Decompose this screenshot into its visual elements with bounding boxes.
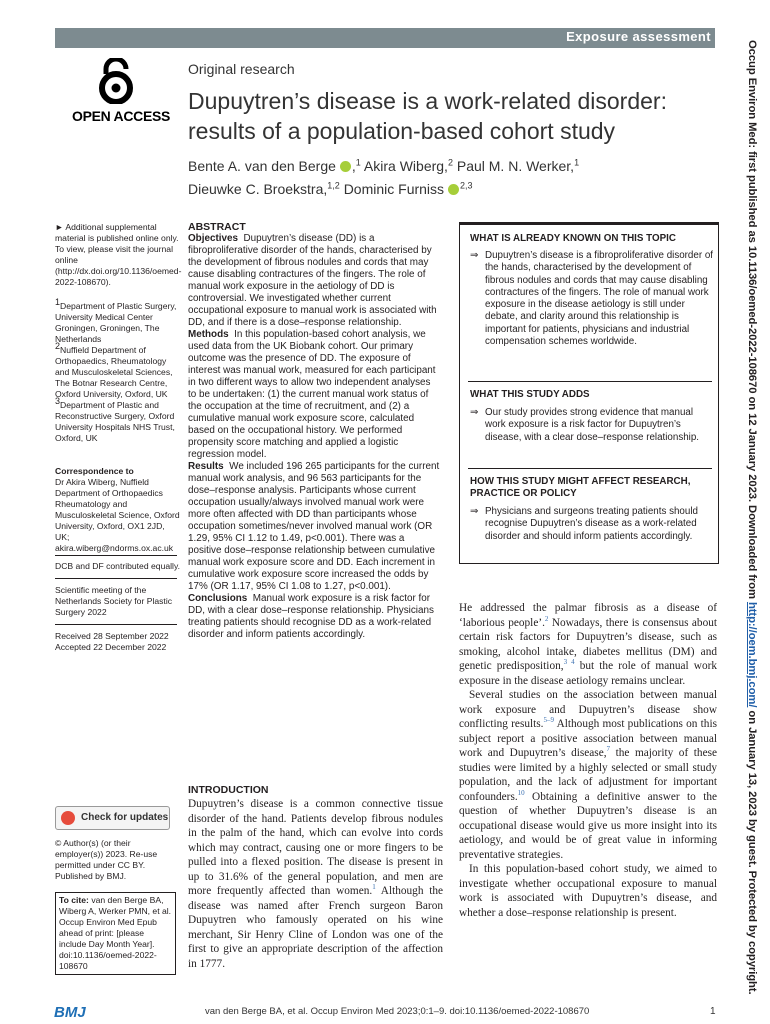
- correspondence-text: Dr Akira Wiberg, Nuffield Department of Orthopaedics Rheumatology and Musculoskeletal Science, Oxford University, Oxford, OX1 2JD, UK; akira.wiberg@ndorms.ox.ac.uk: [55, 477, 180, 553]
- footer-citation: van den Berge BA, et al. Occup Environ Med 2023;0:1–9. doi:10.1136/oemed-2022-108670: [205, 1006, 590, 1017]
- dates: [55, 631, 180, 653]
- abstract-results: Results We included 196 265 participants for the current manual work analysis, and 96 563 participants for the dose–response analysis. Participants whose current occupation usually/always involved manual work were more often affected with DD than participants whose occupation sometimes/never involved manual work (OR 1.29, 95% CI 1.12 to 1.49, p<0.001). There was a positive dose–response relationship between cumulative manual work exposure score and DD. Each increment in cumulative work exposure score increased the odds by 17% (OR 1.17, 95% CI 1.08 to 1.27, p<0.001).: [188, 461, 440, 592]
- abstract-conclusions: Conclusions Manual work exposure is a risk factor for DD, with a clear dose–response relationship. Physicians treating patients should recognise DD as a work-related disorder and inform patients accordingly.: [188, 593, 434, 640]
- affiliation-2: $^2$Nuffield Department of Orthopaedics, Rheumatology and Musculoskeletal Sciences, The Botnar Research Centre, Oxford University, Oxford, UK: [55, 341, 173, 399]
- box-heading-adds: WHAT THIS STUDY ADDS: [470, 389, 590, 400]
- abstract-objectives: Objectives Dupuytren’s disease (DD) is a fibroproliferative disorder of the hands, characterised by the development of fibrous nodules and cords that may cause disabling contractures of the fingers. The role of manual work exposure in the aetiology of DD is controversial. We investigated whether current occupational exposure to manual work is associated with DD, and if there is a dose–response relationship.: [188, 233, 437, 328]
- author-name[interactable]: Bente A. van den Berge: [188, 158, 336, 174]
- box-divider: [468, 381, 712, 382]
- paragraph: Several studies on the association between manual work exposure and Dupuytren’s disease show conflicting results.$^{5-9}$ Although most publications on this subject report a positive association between manual work and Dupuytren’s disease,$^7$ the majority of these studies were limited by a highly selected or small study population, and the lack of adjustment for important confounders.$^{10}$ Obtaining a definitive answer to the question of whether Dupuytren’s disease is an occupational disease would give us more insight into its aetiology, and would be of great value in informing preventative strategies.: [459, 689, 718, 861]
- affiliation-ref: 1: [574, 157, 580, 168]
- bmj-logo: BMJ: [54, 1004, 86, 1021]
- box-heading-known: WHAT IS ALREADY KNOWN ON THIS TOPIC: [470, 233, 676, 244]
- affiliation-ref: 1,2: [327, 180, 340, 191]
- check-updates-label: Check for updates: [81, 812, 169, 823]
- affiliation-1: $^1$Department of Plastic Surgery, University Medical Center Groningen, Groningen, The Netherlands: [55, 297, 177, 344]
- key-messages-box: [459, 222, 719, 564]
- author-name[interactable]: Dieuwke C. Broekstra,: [188, 181, 328, 197]
- citation-link[interactable]: 7: [606, 745, 611, 754]
- abstract-methods: Methods In this population-based cohort analysis, we used data from the UK Biobank cohort. Our primary outcome was the presence of DD. The exposure of interest was manual work, measured for each participant in two different ways to allow two independent analyses to be undertaken: (1) the current manual work status of the occupation at the time of recruitment, and (2) a cumulative manual work exposure score, calculated based on the occupational history. We performed propensity score matching and applied a logistic regression model.: [188, 329, 436, 460]
- author-list: Bente A. van den Berge ,$^1$ Akira Wiberg,$^2$ Paul M. N. Werker,$^1$ Dieuwke C. Broekstra,$^{1,2}$ Dominic Furniss $^{2,3}$: [188, 157, 580, 197]
- article-title: [188, 86, 708, 146]
- body-column-2: [459, 601, 717, 920]
- citation-link[interactable]: 10: [517, 788, 525, 797]
- journal-link[interactable]: http://oem.bmj.com/: [746, 601, 758, 708]
- box-text-adds: ⇒ Our study provides strong evidence that manual work exposure is a risk factor for Dupuytren’s disease, with a clear dose–response relationship.: [470, 407, 700, 443]
- box-heading-affect: HOW THIS STUDY MIGHT AFFECT RESEARCH, PRACTICE OR POLICY: [470, 476, 691, 499]
- open-access-icon: [96, 58, 136, 104]
- meeting-note: Scientific meeting of the Netherlands Society for Plastic Surgery 2022: [55, 585, 173, 617]
- received-date: Received 28 September 2022: [55, 631, 169, 641]
- check-for-updates-button[interactable]: [55, 806, 170, 830]
- to-cite-label: To cite:: [59, 895, 89, 905]
- correspondence: [55, 466, 180, 554]
- paragraph: In this population-based cohort study, we aimed to investigate whether occupational exposure to manual work is associated with Dupuytren’s disease, and whether a dose–response relationship is present.: [459, 863, 717, 919]
- open-access-label: OPEN ACCESS: [72, 108, 171, 124]
- copyright: © Author(s) (or their employer(s)) 2023. Re-use permitted under CC BY. Published by BMJ.: [55, 838, 158, 881]
- supplemental-note: ► Additional supplemental material is published online only. To view, please visit the journal online (http://dx.doi.org/10.1136/oemed-2022-108670).: [55, 222, 182, 287]
- introduction-heading: INTRODUCTION: [188, 784, 269, 796]
- article-type: Original research: [188, 61, 295, 77]
- title-line-1: Dupuytren’s disease is a work-related disorder:: [188, 88, 667, 114]
- page-number: 1: [710, 1006, 716, 1017]
- download-watermark: Occup Environ Med: first published as 10.1136/oemed-2022-108670 on 12 January 2023. Downloaded from http://oem.bmj.com/ on January 13, 2023 by guest. Protected by copyright.: [746, 40, 758, 995]
- correspondence-heading: Correspondence to: [55, 466, 134, 476]
- paragraph: He addressed the palmar fibrosis as a disease of ‘laborious people’.$^2$ Nowadays, there is consensus about certain risk factors for Dupuytren’s disease, such as smoking, alcohol intake, diabetes mellitus (DM) and genetic predisposition,$^{3 4}$ but the role of manual work exposure in the disease aetiology remains unclear.: [459, 602, 718, 687]
- accepted-date: Accepted 22 December 2022: [55, 642, 167, 652]
- divider: [55, 578, 177, 579]
- orcid-icon[interactable]: [448, 184, 459, 195]
- author-name[interactable]: Akira Wiberg,: [363, 158, 448, 174]
- citation-link[interactable]: 5–9: [543, 716, 554, 725]
- title-line-2: results of a population-based cohort study: [188, 118, 616, 144]
- citation-link[interactable]: 1: [372, 883, 376, 892]
- abstract: [188, 221, 440, 641]
- contrib-note: DCB and DF contributed equally.: [55, 561, 180, 571]
- affiliation-3: $^3$Department of Plastic and Reconstructive Surgery, Oxford University Hospitals NHS Trust, Oxford, UK: [55, 396, 175, 443]
- citation-link[interactable]: 2: [544, 614, 549, 623]
- author-name[interactable]: Dominic Furniss: [343, 181, 445, 197]
- orcid-icon[interactable]: [340, 161, 351, 172]
- section-bar: [55, 28, 715, 48]
- divider: [55, 624, 177, 625]
- affiliation-ref: 1: [355, 157, 361, 168]
- box-divider: [468, 468, 712, 469]
- affiliations: [55, 297, 180, 444]
- affiliation-ref: 2,3: [460, 180, 473, 191]
- crossmark-icon: [61, 811, 75, 825]
- box-text-known: ⇒ Dupuytren’s disease is a fibroproliferative disorder of the hands, characterised by the development of fibrous nodules and cords that may cause disabling contractures of the fingers. The role of manual work exposure in the disease aetiology is still under debate, and clarity around this relationship is important for patients, physicians and industrial compensation schemes worldwide.: [470, 250, 713, 348]
- box-text-affect: ⇒ Physicians and surgeons treating patients should recognise Dupuytren’s disease as a work-related disorder and should inform patients accordingly.: [470, 506, 698, 542]
- affiliation-ref: 2: [447, 157, 453, 168]
- section-label: Exposure assessment: [566, 29, 711, 44]
- abstract-heading: ABSTRACT: [188, 221, 246, 233]
- to-cite-text: van den Berge BA, Wiberg A, Werker PMN, et al. Occup Environ Med Epub ahead of print: [please include Day Month Year]. doi:10.1136/oemed-2022-108670: [59, 895, 172, 971]
- citation-link[interactable]: 3 4: [563, 658, 575, 667]
- divider: [55, 555, 177, 556]
- introduction-text: Dupuytren’s disease is a common connective tissue disorder of the hand. Patients develop fibrous nodules in the palm of the hand, which can evolve into cords which may contract, causing one or more fingers to be pulled into a flexed position. The disease is present in up to 31.6% of the general population, and men are more frequently affected than women.$^1$ Although the disease was named after French surgeon Baron Dupuytren who famously operated on his wine merchant, Sir Henry Cline of London was one of the first to give an appropriate description of the affection in 1777.: [188, 798, 443, 970]
- author-name[interactable]: Paul M. N. Werker,: [456, 158, 575, 174]
- to-cite-box: [55, 892, 176, 975]
